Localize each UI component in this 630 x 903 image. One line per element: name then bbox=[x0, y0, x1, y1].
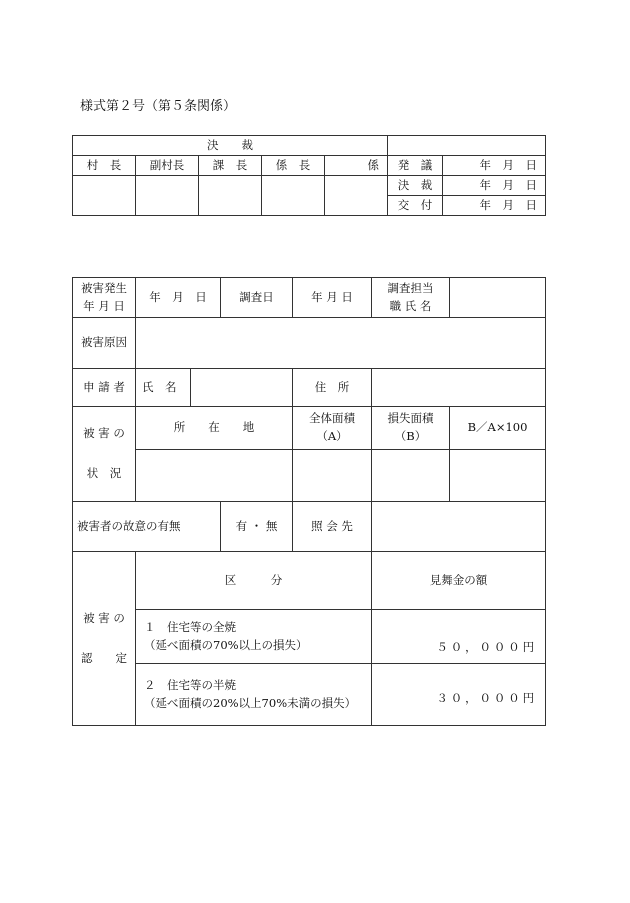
reference-field[interactable] bbox=[372, 502, 546, 552]
staff-label bbox=[372, 278, 450, 318]
total-area-field[interactable] bbox=[293, 450, 372, 502]
loss-area-label-line1: 損失面積 bbox=[387, 411, 434, 426]
approval-blank-cell bbox=[388, 136, 546, 156]
stamp-cell-section-chief[interactable] bbox=[199, 176, 262, 216]
survey-table bbox=[72, 277, 546, 726]
category-item-detail: （延べ面積の70%以上の損失） bbox=[144, 637, 308, 652]
staff-name-field[interactable] bbox=[450, 278, 546, 318]
approver-head-section-chief: 課 長 bbox=[199, 156, 262, 176]
date-row-value: 年 月 日 bbox=[443, 176, 546, 196]
certification-label-line1: 被 害 の bbox=[83, 610, 125, 625]
address-label: 住 所 bbox=[293, 369, 372, 407]
survey-date-field[interactable]: 年 月 日 bbox=[293, 278, 372, 318]
damage-date-label-line1: 被害発生 bbox=[81, 280, 127, 295]
intent-label: 被害者の故意の有無 bbox=[73, 502, 221, 552]
amount-header: 見舞金の額 bbox=[372, 552, 546, 610]
applicant-label: 申 請 者 bbox=[73, 369, 136, 407]
category-item bbox=[136, 664, 372, 726]
approval-table bbox=[72, 135, 546, 216]
ratio-field[interactable] bbox=[450, 450, 546, 502]
approver-head-village-chief: 村 長 bbox=[73, 156, 136, 176]
name-label: 氏 名 bbox=[136, 369, 191, 407]
address-field[interactable] bbox=[372, 369, 546, 407]
status-label bbox=[73, 407, 136, 502]
damage-date-field[interactable]: 年 月 日 bbox=[136, 278, 221, 318]
category-item-detail: （延べ面積の20%以上70%未満の損失） bbox=[144, 695, 357, 710]
category-item-title: ２ 住宅等の半焼 bbox=[144, 677, 236, 692]
status-label-line1: 被 害 の bbox=[83, 426, 125, 441]
staff-label-line2: 職 氏 名 bbox=[389, 298, 432, 313]
total-area-label-line1: 全体面積 bbox=[309, 411, 355, 426]
amount-value: ３０，０００円 bbox=[372, 664, 546, 726]
category-item-title: １ 住宅等の全焼 bbox=[144, 619, 236, 634]
status-label-line2: 状 況 bbox=[86, 466, 122, 480]
amount-value: ５０，０００円 bbox=[372, 610, 546, 664]
form-title: 様式第２号（第５条関係） bbox=[80, 99, 237, 114]
damage-date-label-line2: 年 月 日 bbox=[83, 298, 125, 313]
location-label: 所 在 地 bbox=[136, 407, 293, 450]
date-row-label: 決 裁 bbox=[388, 176, 443, 196]
total-area-label bbox=[293, 407, 372, 450]
date-row-label: 交 付 bbox=[388, 196, 443, 216]
name-field[interactable] bbox=[191, 369, 293, 407]
ratio-label: B／A×100 bbox=[450, 407, 546, 450]
category-item bbox=[136, 610, 372, 664]
approver-head-unit-chief: 係 長 bbox=[262, 156, 325, 176]
intent-choice[interactable]: 有 ・ 無 bbox=[221, 502, 293, 552]
stamp-cell-staff[interactable] bbox=[325, 176, 388, 216]
approver-head-deputy-chief: 副村長 bbox=[136, 156, 199, 176]
approver-head-staff: 係 bbox=[325, 156, 388, 176]
loss-area-label-line2: （B） bbox=[394, 429, 427, 443]
loss-area-label bbox=[372, 407, 450, 450]
total-area-label-line2: （A） bbox=[316, 429, 348, 443]
cause-field[interactable] bbox=[136, 318, 546, 369]
certification-label bbox=[73, 552, 136, 726]
stamp-cell-village-chief[interactable] bbox=[73, 176, 136, 216]
certification-label-line2: 認 定 bbox=[81, 650, 127, 665]
staff-label-line1: 調査担当 bbox=[387, 280, 434, 295]
stamp-cell-deputy-chief[interactable] bbox=[136, 176, 199, 216]
category-header: 区 分 bbox=[136, 552, 372, 610]
cause-label: 被害原因 bbox=[73, 318, 136, 369]
damage-date-label bbox=[73, 278, 136, 318]
date-row-label: 発 議 bbox=[388, 156, 443, 176]
date-row-value: 年 月 日 bbox=[443, 196, 546, 216]
stamp-cell-unit-chief[interactable] bbox=[262, 176, 325, 216]
loss-area-field[interactable] bbox=[372, 450, 450, 502]
kessai-header: 決 裁 bbox=[73, 136, 388, 156]
reference-label: 照 会 先 bbox=[293, 502, 372, 552]
date-row-value: 年 月 日 bbox=[443, 156, 546, 176]
survey-date-label: 調査日 bbox=[221, 278, 293, 318]
location-field[interactable] bbox=[136, 450, 293, 502]
